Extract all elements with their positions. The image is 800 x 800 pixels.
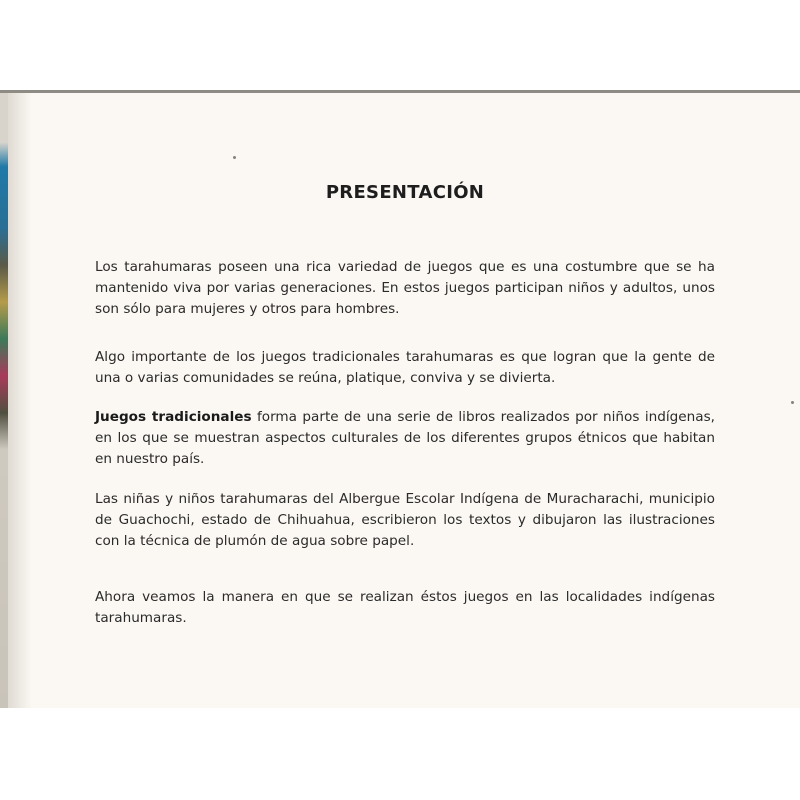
paragraph-series xyxy=(95,407,715,470)
paper-speck xyxy=(233,156,236,159)
page-title: PRESENTACIÓN xyxy=(325,182,485,204)
paper-speck xyxy=(791,401,794,404)
book-series-title: Juegos tradicionales xyxy=(95,408,252,425)
paragraph-series-text: forma parte de una serie de libros realizados por niños indígenas, en los que se muestran aspectos culturales de los diferentes grupos étnicos que habitan en nuestro país. xyxy=(95,408,715,467)
paragraph-authors: Las niñas y niños tarahumaras del Albergue Escolar Indígena de Muracharachi, municipio de Guachochi, estado de Chihuahua, escribieron los textos y dibujaron las ilustraciones con la técnica de plumón de agua sobre papel. xyxy=(95,490,715,549)
paragraph-intro: Los tarahumaras poseen una rica variedad de juegos que es una costumbre que se ha mantenido viva por varias generaciones. En estos juegos participan niños y adultos, unos son sólo para mujeres y otros para hombres. xyxy=(95,258,715,317)
paragraph-importance: Algo importante de los juegos tradicionales tarahumaras es que logran que la gente de una o varias comunidades se reúna, platique, conviva y se divierta. xyxy=(95,348,715,386)
paragraph-closing: Ahora veamos la manera en que se realizan éstos juegos en las localidades indígenas tarahumaras. xyxy=(95,588,715,626)
